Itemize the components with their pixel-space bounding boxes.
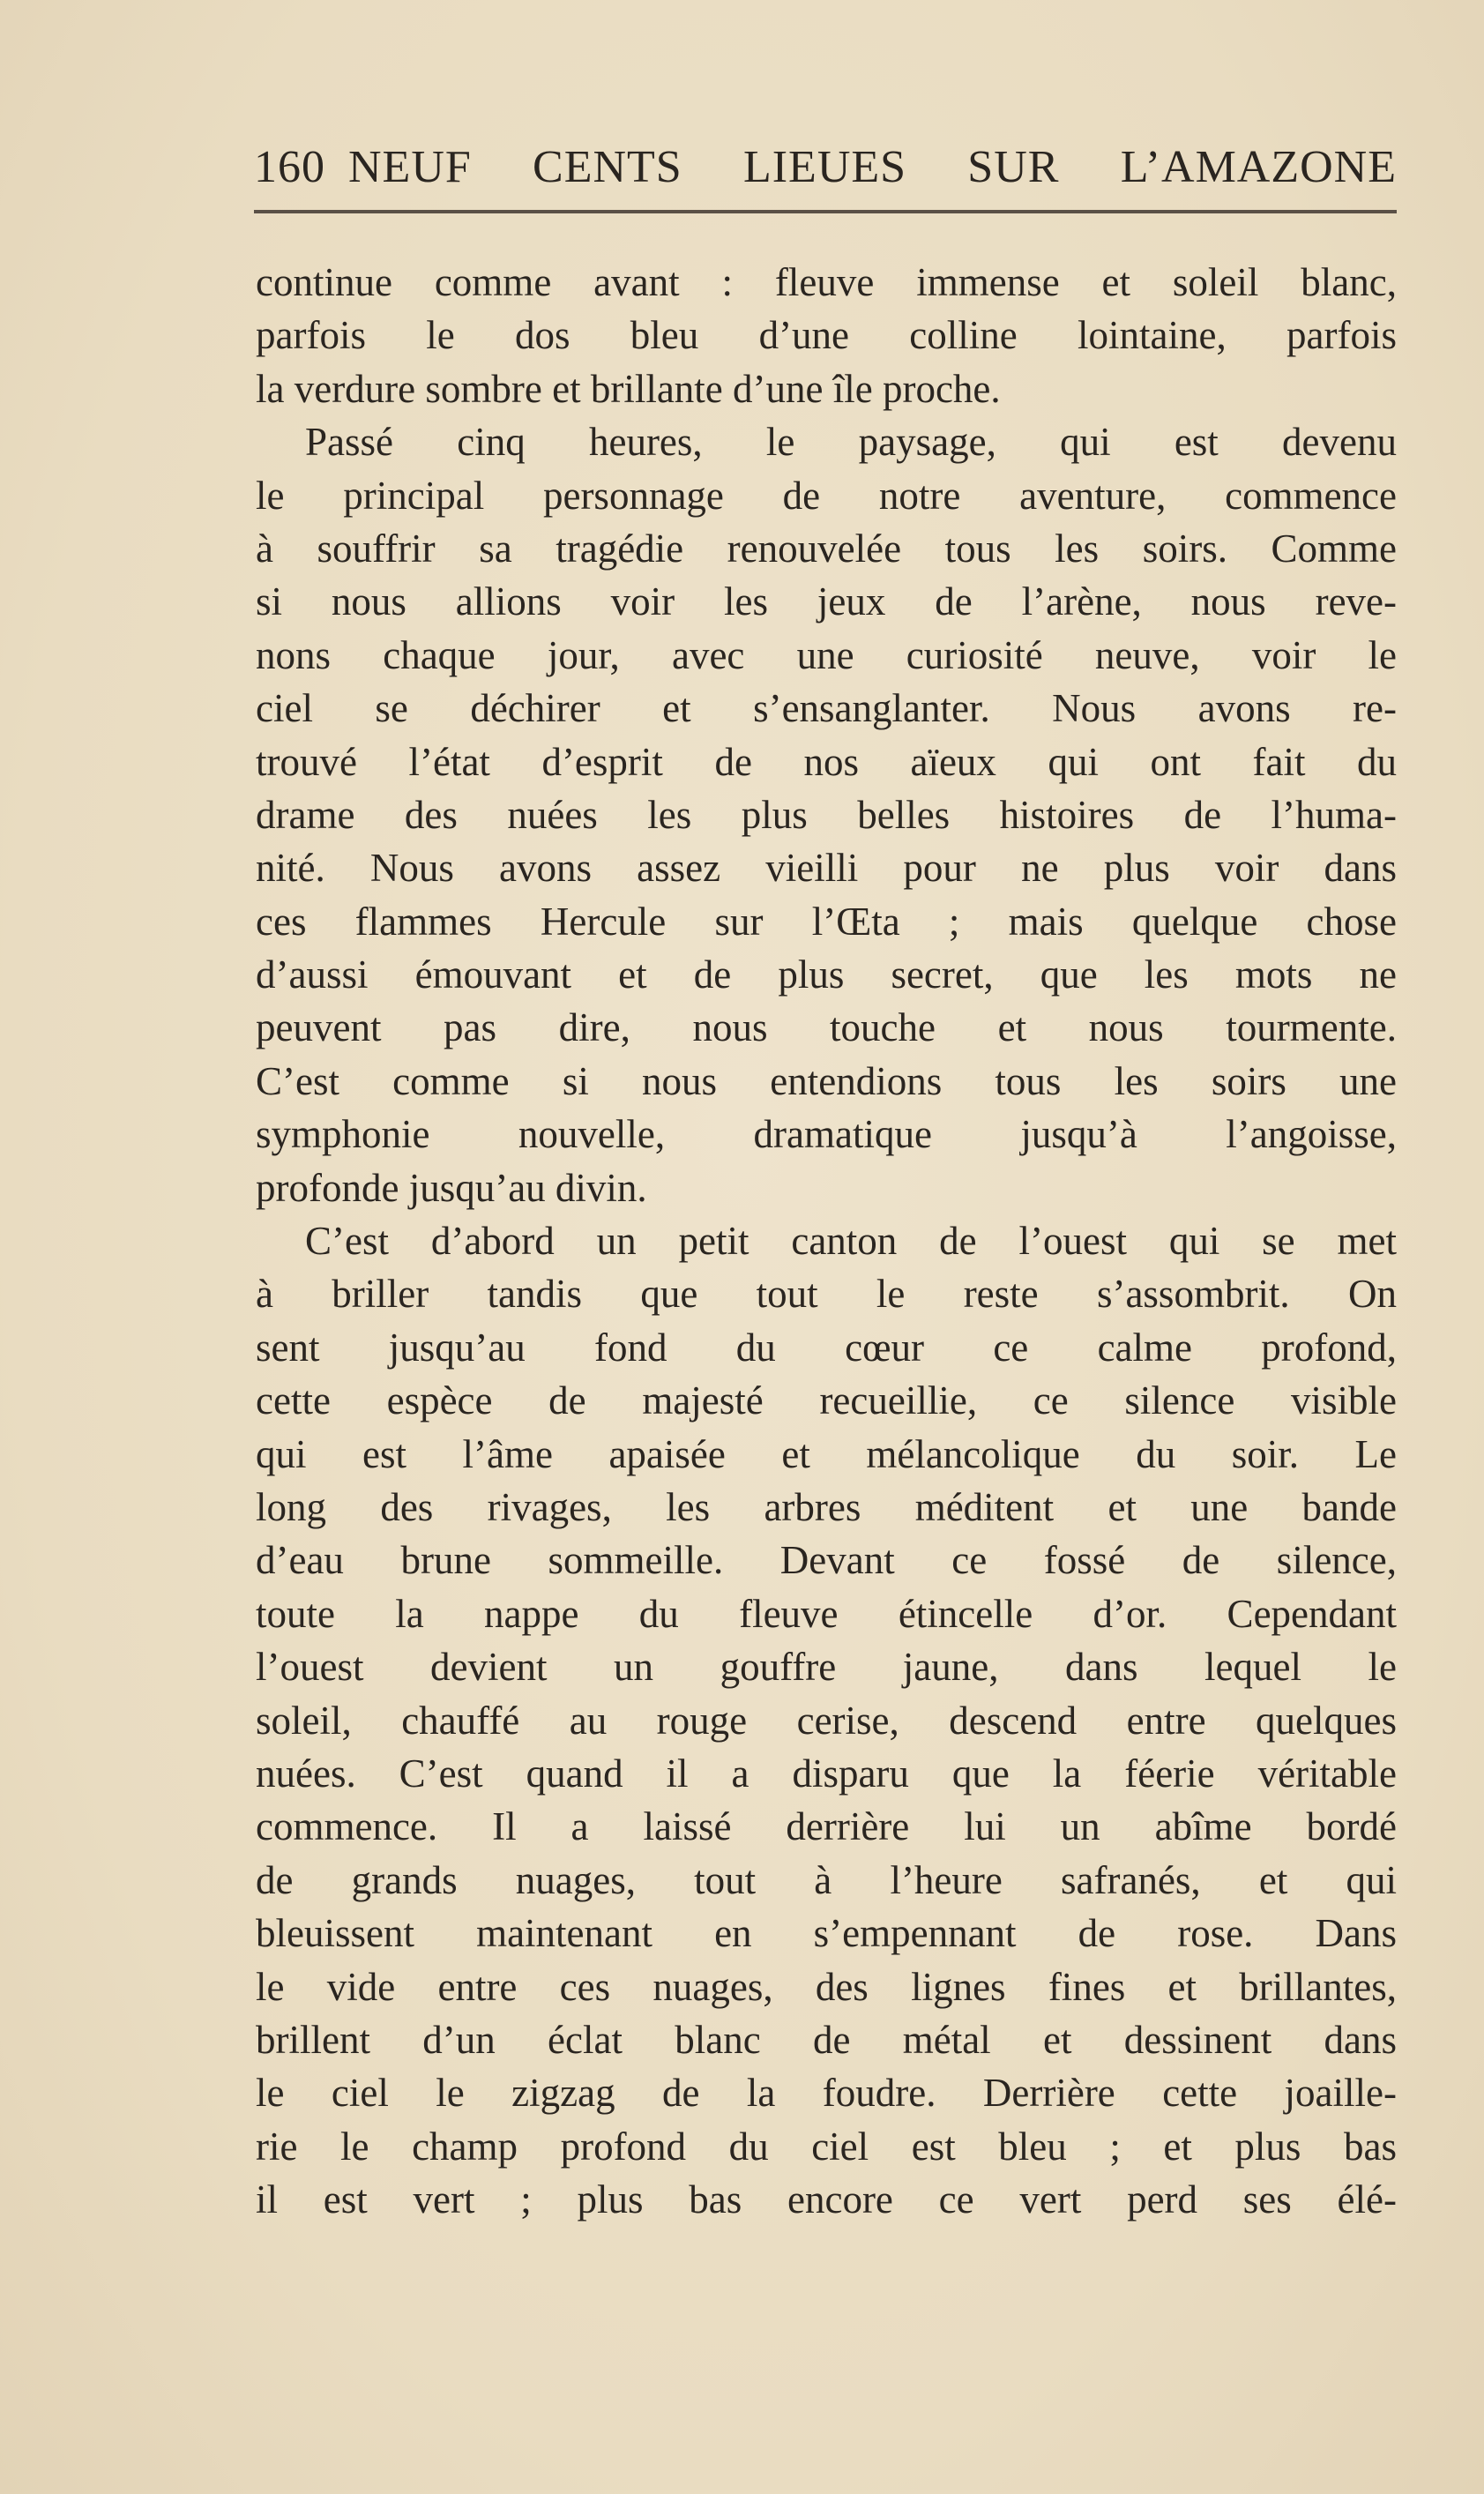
text-line: ces flammes Hercule sur l’Œta ; mais quelque chose (256, 899, 1397, 944)
text-line: profonde jusqu’au divin. (256, 1165, 647, 1210)
text-line: continue comme avant : fleuve immense et soleil blanc, (256, 260, 1397, 304)
text-line: de grands nuages, tout à l’heure safranés, et qui (256, 1857, 1397, 1902)
text-line: ciel se déchirer et s’ensanglanter. Nous avons re- (256, 686, 1397, 731)
text-line: l’ouest devient un gouffre jaune, dans lequel le (256, 1645, 1397, 1690)
text-line: le vide entre ces nuages, des lignes fines et brillantes, (256, 1964, 1397, 2009)
body-text (256, 256, 1397, 2226)
text-line: C’est d’abord un petit canton de l’ouest qui se met (305, 1219, 1397, 1264)
text-line: qui est l’âme apaisée et mélancolique du soir. Le (256, 1431, 1397, 1476)
text-line: drame des nuées les plus belles histoires de l’huma- (256, 792, 1397, 837)
text-line: cette espèce de majesté recueillie, ce silence visible (256, 1378, 1397, 1423)
text-line: symphonie nouvelle, dramatique jusqu’à l’angoisse, (256, 1112, 1397, 1157)
text-line: d’eau brune sommeille. Devant ce fossé de silence, (256, 1538, 1397, 1583)
text-line: commence. Il a laissé derrière lui un abîme bordé (256, 1804, 1397, 1849)
text-line: bleuissent maintenant en s’empennant de rose. Dans (256, 1911, 1397, 1956)
text-line: sent jusqu’au fond du cœur ce calme profond, (256, 1325, 1397, 1370)
text-line: soleil, chauffé au rouge cerise, descend entre quelques (256, 1698, 1397, 1743)
text-line: à souffrir sa tragédie renouvelée tous les soirs. Comme (256, 526, 1397, 571)
running-header (254, 141, 1397, 193)
text-line: nuées. C’est quand il a disparu que la féerie véritable (256, 1751, 1397, 1796)
page-number: 160 (254, 142, 325, 192)
text-line: Passé cinq heures, le paysage, qui est devenu (305, 420, 1397, 465)
running-title: NEUF CENTS LIEUES SUR L’AMAZONE (348, 142, 1397, 192)
text-line: parfois le dos bleu d’une colline lointaine, parfois (256, 313, 1397, 358)
text-line: le principal personnage de notre aventure, commence (256, 473, 1397, 518)
text-line: trouvé l’état d’esprit de nos aïeux qui ont fait du (256, 739, 1397, 784)
text-line: peuvent pas dire, nous touche et nous tourmente. (256, 1005, 1397, 1050)
text-line: toute la nappe du fleuve étincelle d’or. Cependant (256, 1591, 1397, 1636)
text-line: si nous allions voir les jeux de l’arène, nous reve- (256, 579, 1397, 624)
text-line: à briller tandis que tout le reste s’assombrit. On (256, 1272, 1397, 1317)
text-line: rie le champ profond du ciel est bleu ; et plus bas (256, 2124, 1397, 2169)
text-line: C’est comme si nous entendions tous les soirs une (256, 1058, 1397, 1103)
text-line: le ciel le zigzag de la foudre. Derrière cette joaille- (256, 2071, 1397, 2116)
text-line: la verdure sombre et brillante d’une île proche. (256, 366, 1001, 411)
text-line: nité. Nous avons assez vieilli pour ne plus voir dans (256, 846, 1397, 891)
text-line: brillent d’un éclat blanc de métal et dessinent dans (256, 2017, 1397, 2062)
text-line: nons chaque jour, avec une curiosité neuve, voir le (256, 632, 1397, 677)
text-line: d’aussi émouvant et de plus secret, que les mots ne (256, 952, 1397, 997)
header-rule (254, 210, 1397, 213)
text-line: long des rivages, les arbres méditent et une bande (256, 1484, 1397, 1529)
text-line: il est vert ; plus bas encore ce vert perd ses élé- (256, 2177, 1397, 2222)
